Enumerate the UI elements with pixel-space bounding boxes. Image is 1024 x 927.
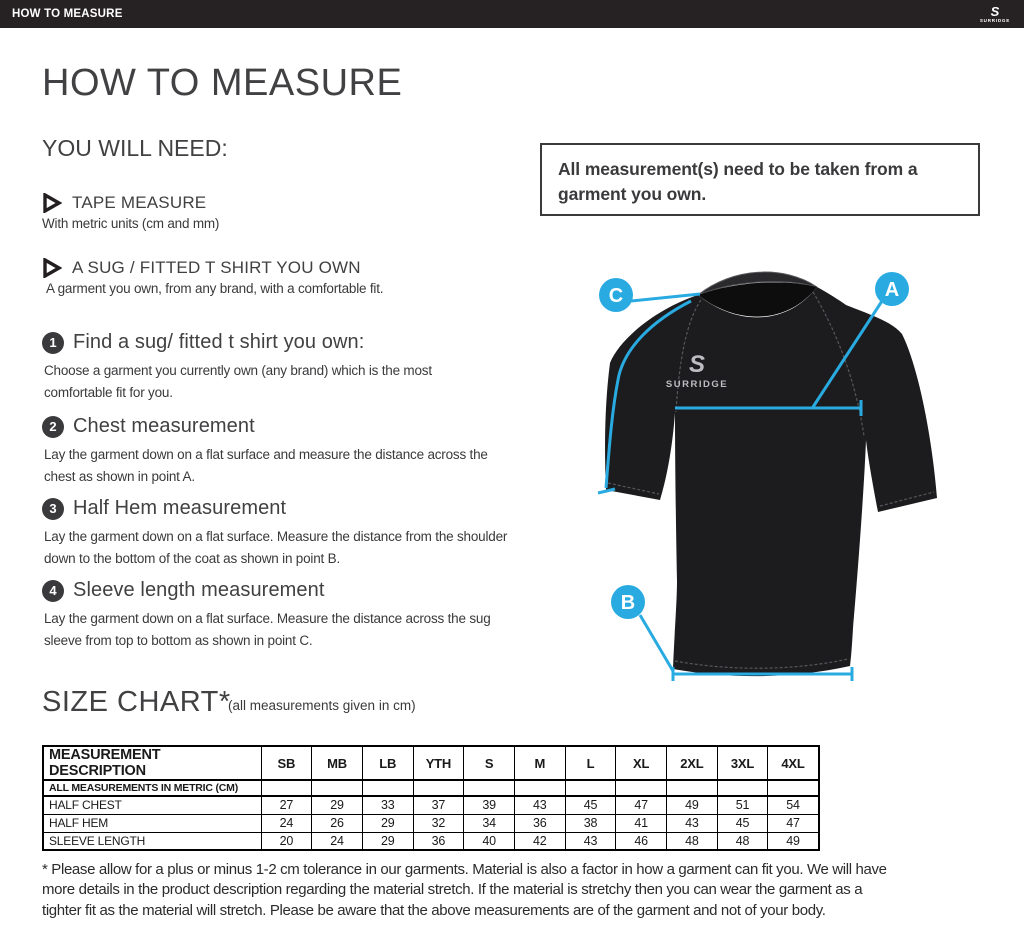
col-header: 2XL bbox=[667, 746, 718, 780]
col-header: 3XL bbox=[717, 746, 768, 780]
size-chart-table bbox=[42, 745, 820, 851]
cell: 29 bbox=[362, 832, 413, 850]
step-title: Sleeve length measurement bbox=[73, 579, 325, 601]
cell: 26 bbox=[312, 814, 363, 832]
size-chart-header-row bbox=[43, 746, 819, 780]
step-3 bbox=[42, 497, 536, 569]
empty-cell bbox=[514, 780, 565, 796]
shirt-logo-text: SURRIDGE bbox=[665, 379, 729, 390]
cell: 43 bbox=[565, 832, 616, 850]
cell: 43 bbox=[667, 814, 718, 832]
cell: 47 bbox=[616, 796, 667, 814]
col-header: M bbox=[514, 746, 565, 780]
empty-cell bbox=[362, 780, 413, 796]
tolerance-footnote bbox=[42, 860, 1007, 921]
step-title: Half Hem measurement bbox=[73, 497, 287, 519]
cell: 33 bbox=[362, 796, 413, 814]
col-header: YTH bbox=[413, 746, 464, 780]
marker-b bbox=[611, 585, 645, 619]
metric-row bbox=[43, 780, 819, 796]
col-header: L bbox=[565, 746, 616, 780]
footnote-line: tighter fit as the material will stretch. Please be aware that the above measurements are of the garment and not of your body. bbox=[42, 901, 826, 919]
cell: 36 bbox=[514, 814, 565, 832]
col-header: MEASUREMENT DESCRIPTION bbox=[43, 746, 261, 780]
step-2 bbox=[42, 415, 509, 487]
empty-cell bbox=[565, 780, 616, 796]
cell: 42 bbox=[514, 832, 565, 850]
size-chart-subheading: (all measurements given in cm) bbox=[228, 698, 416, 713]
cell: 36 bbox=[413, 832, 464, 850]
shirt-logo-s-icon: S bbox=[688, 351, 706, 378]
cell: 49 bbox=[768, 832, 819, 850]
tshirt-measurement-diagram bbox=[560, 250, 1000, 690]
cell: 45 bbox=[717, 814, 768, 832]
table-row-half-hem bbox=[43, 814, 819, 832]
col-header: 4XL bbox=[768, 746, 819, 780]
surridge-brand-text: SURRIDGE bbox=[979, 17, 1010, 23]
cell: 38 bbox=[565, 814, 616, 832]
surridge-logo bbox=[980, 5, 1014, 24]
empty-cell bbox=[261, 780, 312, 796]
step-description: Lay the garment down on a flat surface. Measure the distance across the sug sleeve from top to bottom as shown in point C. bbox=[44, 611, 491, 648]
empty-cell bbox=[717, 780, 768, 796]
empty-cell bbox=[616, 780, 667, 796]
table-row-sleeve-length bbox=[43, 832, 819, 850]
marker-a bbox=[875, 272, 909, 306]
cell: 46 bbox=[616, 832, 667, 850]
col-header: XL bbox=[616, 746, 667, 780]
page-title: HOW TO MEASURE bbox=[42, 62, 403, 104]
cell: 51 bbox=[717, 796, 768, 814]
cell: 24 bbox=[261, 814, 312, 832]
need-item-fitted-shirt bbox=[42, 258, 383, 296]
step-1 bbox=[42, 331, 474, 403]
marker-a-label: A bbox=[884, 279, 900, 301]
footnote-line: * Please allow for a plus or minus 1-2 cm tolerance in our garments. Material is also a factor in how a garment can fit you. We will have bbox=[42, 861, 887, 878]
step-description: Lay the garment down on a flat surface. Measure the distance from the shoulder down to the bottom of the coat as shown in point B. bbox=[44, 529, 508, 566]
empty-cell bbox=[413, 780, 464, 796]
step-number-badge: 2 bbox=[42, 416, 64, 438]
row-label: SLEEVE LENGTH bbox=[43, 832, 261, 850]
col-header: LB bbox=[362, 746, 413, 780]
triangle-bullet-icon bbox=[42, 258, 62, 278]
cell: 29 bbox=[312, 796, 363, 814]
surridge-s-icon: S bbox=[990, 3, 1000, 19]
step-number-badge: 1 bbox=[42, 332, 64, 354]
measurement-note-text: All measurement(s) need to be taken from a garment you own. bbox=[558, 159, 918, 204]
cell: 43 bbox=[514, 796, 565, 814]
col-header: S bbox=[464, 746, 515, 780]
cell: 34 bbox=[464, 814, 515, 832]
you-will-need-heading: YOU WILL NEED: bbox=[42, 135, 228, 161]
step-number-badge: 4 bbox=[42, 580, 64, 602]
need-item-description: A garment you own, from any brand, with a comfortable fit. bbox=[46, 281, 384, 296]
shirt-body bbox=[605, 287, 937, 676]
cell: 24 bbox=[312, 832, 363, 850]
cell: 48 bbox=[717, 832, 768, 850]
step-description: Choose a garment you currently own (any brand) which is the most comfortable fit for you. bbox=[44, 363, 432, 400]
row-label: HALF HEM bbox=[43, 814, 261, 832]
triangle-bullet-icon bbox=[42, 193, 62, 213]
cell: 37 bbox=[413, 796, 464, 814]
marker-c-label: C bbox=[608, 285, 624, 307]
cell: 49 bbox=[667, 796, 718, 814]
cell: 45 bbox=[565, 796, 616, 814]
cell: 48 bbox=[667, 832, 718, 850]
cell: 27 bbox=[261, 796, 312, 814]
cell: 40 bbox=[464, 832, 515, 850]
metric-label: ALL MEASUREMENTS IN METRIC (CM) bbox=[43, 780, 261, 796]
marker-c bbox=[599, 278, 633, 312]
footnote-line: more details in the product description regarding the material stretch. If the material is stretchy then you can wear the garment as a bbox=[42, 881, 863, 899]
step-title: Chest measurement bbox=[73, 415, 255, 437]
top-bar bbox=[0, 0, 1024, 28]
need-item-label: A SUG / FITTED T SHIRT YOU OWN bbox=[72, 258, 361, 277]
row-label: HALF CHEST bbox=[43, 796, 261, 814]
marker-b-label: B bbox=[620, 592, 636, 614]
empty-cell bbox=[667, 780, 718, 796]
cell: 47 bbox=[768, 814, 819, 832]
col-header: MB bbox=[312, 746, 363, 780]
need-item-tape-measure bbox=[42, 193, 219, 231]
measurement-note-box bbox=[540, 143, 980, 216]
empty-cell bbox=[464, 780, 515, 796]
cell: 32 bbox=[413, 814, 464, 832]
topbar-title: HOW TO MEASURE bbox=[12, 8, 123, 20]
col-header: SB bbox=[261, 746, 312, 780]
cell: 20 bbox=[261, 832, 312, 850]
empty-cell bbox=[312, 780, 363, 796]
empty-cell bbox=[768, 780, 819, 796]
cell: 39 bbox=[464, 796, 515, 814]
cell: 29 bbox=[362, 814, 413, 832]
size-chart-heading: SIZE CHART* bbox=[42, 686, 231, 718]
step-4 bbox=[42, 579, 499, 651]
need-item-description: With metric units (cm and mm) bbox=[42, 216, 220, 231]
cell: 54 bbox=[768, 796, 819, 814]
cell: 41 bbox=[616, 814, 667, 832]
step-number-badge: 3 bbox=[42, 498, 64, 520]
step-title: Find a sug/ fitted t shirt you own: bbox=[73, 331, 365, 353]
need-item-label: TAPE MEASURE bbox=[72, 193, 207, 212]
table-row-half-chest bbox=[43, 796, 819, 814]
step-description: Lay the garment down on a flat surface and measure the distance across the chest as shown in point A. bbox=[44, 447, 488, 484]
